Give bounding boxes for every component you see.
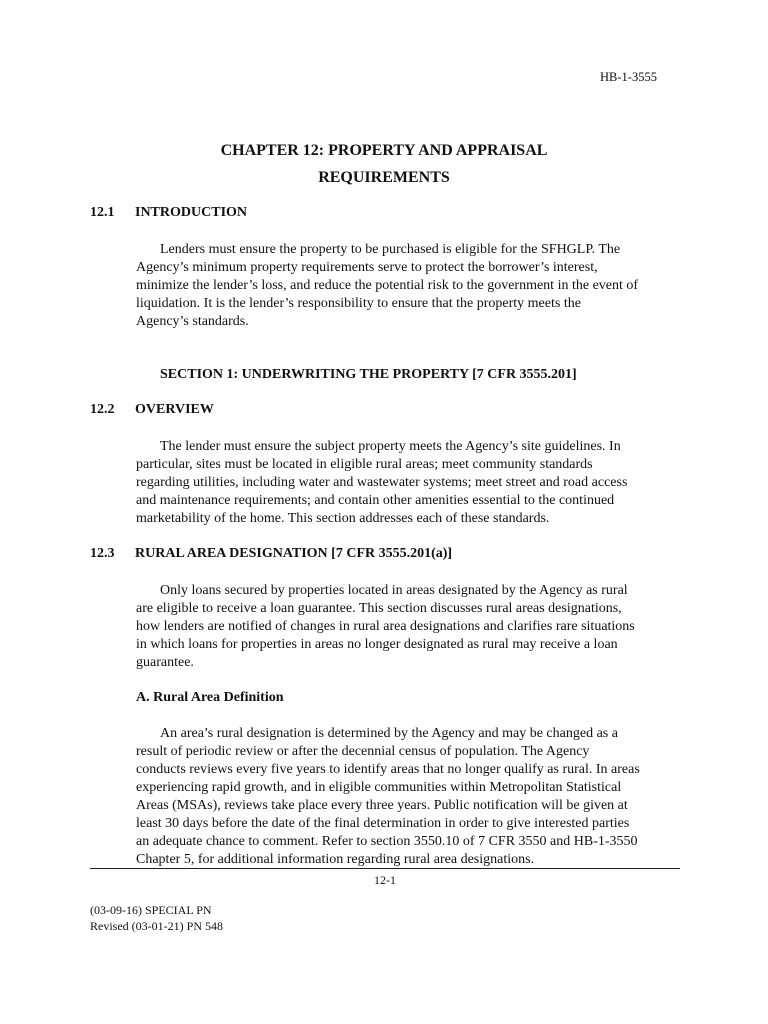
section-1-heading: SECTION 1: UNDERWRITING THE PROPERTY [7 CFR 3555.201] — [160, 367, 577, 382]
paragraph-line: an adequate chance to comment. Refer to section 3550.10 of 7 CFR 3550 and HB-1-3550 — [136, 834, 638, 849]
paragraph-line: in which loans for properties in areas no longer designated as rural may receive a loan — [136, 637, 618, 652]
footer-revised: Revised (03-01-21) PN 548 — [90, 919, 223, 933]
heading-12-3 — [90, 546, 452, 562]
paragraph-line: experiencing rapid growth, and in eligible communities within Metropolitan Statistical — [136, 780, 622, 795]
chapter-title — [90, 137, 678, 191]
heading-title: RURAL AREA DESIGNATION [7 CFR 3555.201(a)] — [135, 546, 453, 561]
paragraph-line: marketability of the home. This section addresses each of these standards. — [136, 511, 550, 526]
paragraph-line: Lenders must ensure the property to be purchased is eligible for the SFHGLP. The — [160, 242, 621, 257]
paragraph-line: Agency’s minimum property requirements serve to protect the borrower’s interest, — [136, 260, 598, 275]
heading-title: OVERVIEW — [135, 402, 214, 417]
paragraph-introduction — [136, 241, 688, 331]
document-id: HB-1-3555 — [600, 70, 657, 84]
paragraph-line: conducts reviews every five years to identify areas that no longer qualify as rural. In areas — [136, 762, 640, 777]
paragraph-line: particular, sites must be located in eligible rural areas; meet community standards — [136, 457, 593, 472]
paragraph-line: Areas (MSAs), reviews take place every three years. Public notification will be given at — [136, 798, 628, 813]
chapter-title-line-2: REQUIREMENTS — [318, 169, 450, 186]
paragraph-rural-area-definition — [136, 725, 688, 869]
footer-divider — [90, 868, 680, 869]
heading-number: 12.1 — [90, 205, 115, 220]
heading-number: 12.3 — [90, 546, 115, 561]
paragraph-line: and maintenance requirements; and contain other amenities essential to the continued — [136, 493, 615, 508]
footer-issued: (03-09-16) SPECIAL PN — [90, 903, 212, 917]
paragraph-line: result of periodic review or after the decennial census of population. The Agency — [136, 744, 590, 759]
chapter-title-line-1: CHAPTER 12: PROPERTY AND APPRAISAL — [220, 142, 548, 159]
footer-revision-info — [90, 902, 223, 934]
page-number: 12-1 — [374, 873, 396, 887]
paragraph-line: guarantee. — [136, 655, 194, 670]
heading-12-2 — [90, 402, 214, 418]
paragraph-line: minimize the lender’s loss, and reduce the potential risk to the government in the event of — [136, 278, 639, 293]
heading-12-1 — [90, 205, 247, 221]
paragraph-line: are eligible to receive a loan guarantee. This section discusses rural areas designations, — [136, 601, 622, 616]
paragraph-line: Agency’s standards. — [136, 314, 249, 329]
paragraph-line: Chapter 5, for additional information regarding rural area designations. — [136, 852, 535, 867]
paragraph-line: least 30 days before the date of the final determination in order to give interested parties — [136, 816, 630, 831]
paragraph-line: liquidation. It is the lender’s responsibility to ensure that the property meets the — [136, 296, 581, 311]
paragraph-line: Only loans secured by properties located in areas designated by the Agency as rural — [160, 583, 628, 598]
paragraph-line: An area’s rural designation is determined by the Agency and may be changed as a — [160, 726, 618, 741]
heading-number: 12.2 — [90, 402, 115, 417]
paragraph-rural-area-designation — [136, 582, 688, 672]
subheading-rural-area-definition: A. Rural Area Definition — [136, 690, 284, 705]
paragraph-line: how lenders are notified of changes in rural area designations and clarifies rare situations — [136, 619, 635, 634]
paragraph-line: The lender must ensure the subject property meets the Agency’s site guidelines. In — [160, 439, 621, 454]
paragraph-overview — [136, 438, 688, 528]
heading-title: INTRODUCTION — [135, 205, 248, 220]
paragraph-line: regarding utilities, including water and wastewater systems; meet street and road access — [136, 475, 628, 490]
